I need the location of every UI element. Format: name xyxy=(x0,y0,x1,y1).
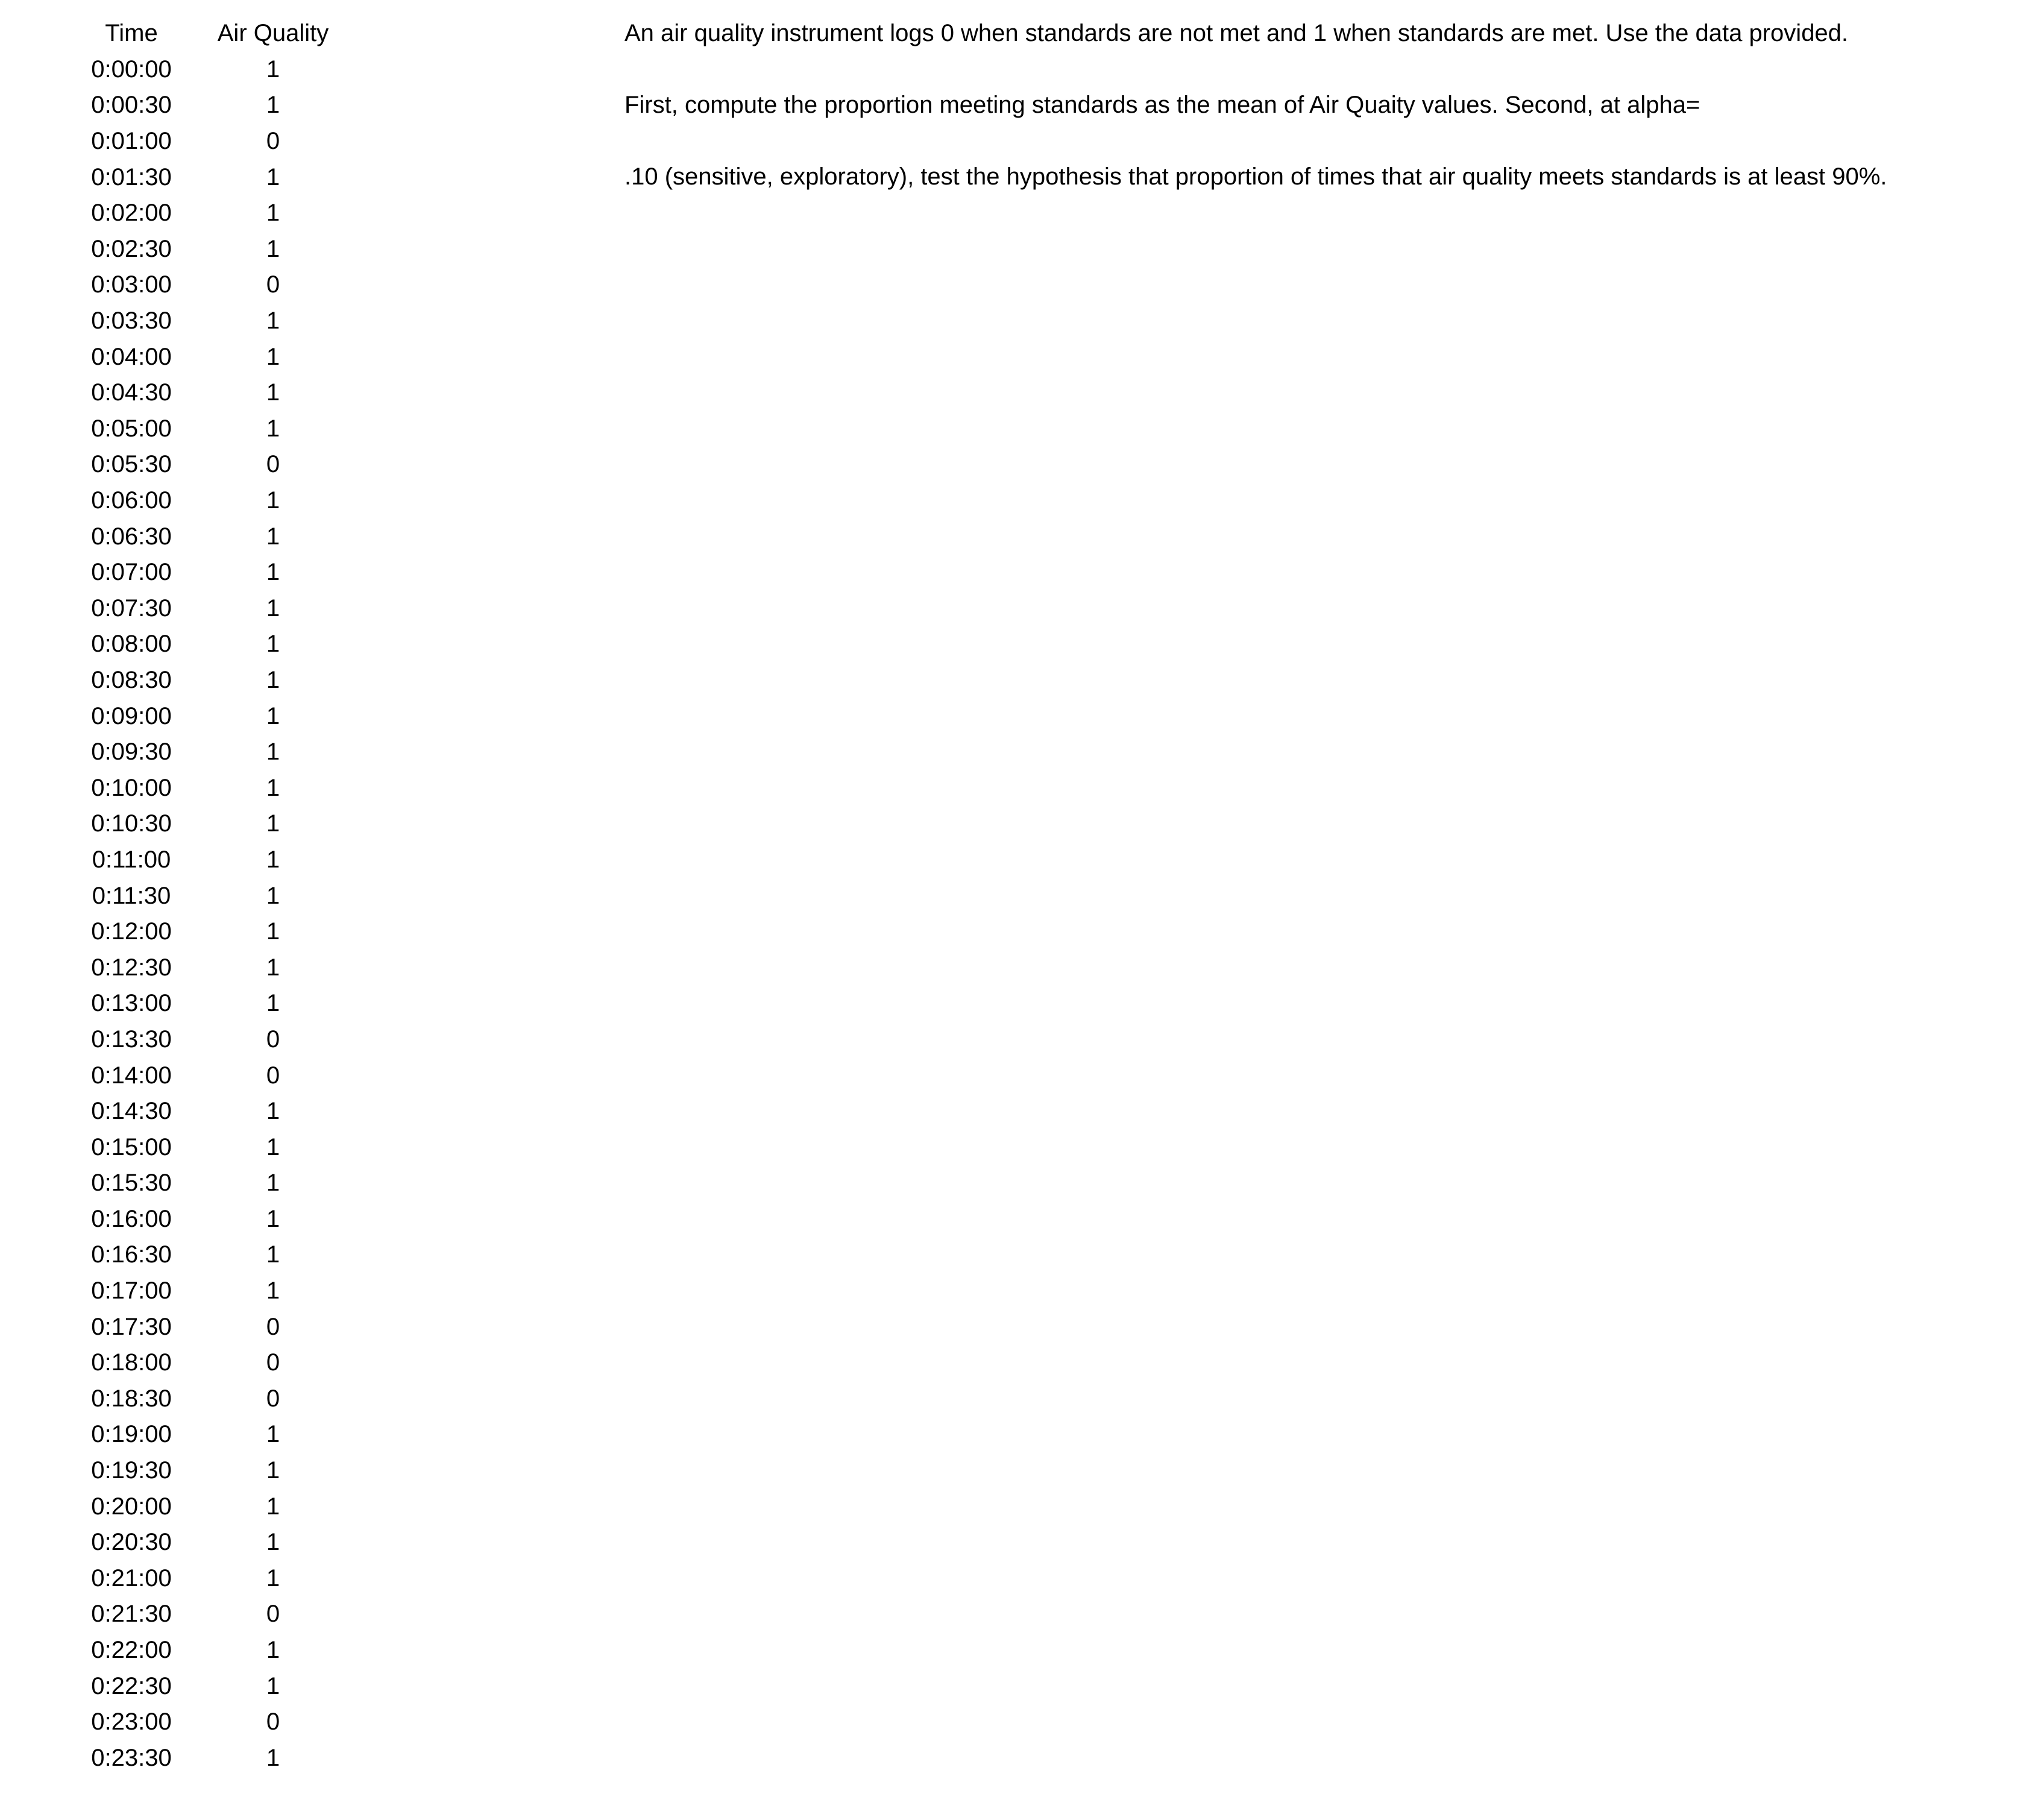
air-quality-cell: 1 xyxy=(266,702,280,729)
time-cell: 0:13:30 xyxy=(91,1025,172,1053)
air-quality-table xyxy=(71,16,354,1776)
time-cell: 0:08:00 xyxy=(91,631,172,658)
time-cell: 0:19:30 xyxy=(91,1457,172,1484)
table-row xyxy=(71,483,354,519)
table-row xyxy=(71,1525,354,1561)
time-cell: 0:00:30 xyxy=(91,92,172,119)
air-quality-cell: 1 xyxy=(266,1421,280,1448)
table-row xyxy=(71,518,354,555)
time-cell: 0:07:00 xyxy=(91,559,172,586)
table-row xyxy=(71,267,354,303)
table-row xyxy=(71,1094,354,1130)
table-row xyxy=(71,1165,354,1201)
air-quality-cell: 1 xyxy=(266,1170,280,1197)
time-cell: 0:23:00 xyxy=(91,1708,172,1736)
air-quality-cell: 1 xyxy=(266,594,280,622)
table-row xyxy=(71,1417,354,1453)
table-row xyxy=(71,1488,354,1525)
air-quality-cell: 0 xyxy=(266,271,280,298)
air-quality-cell: 1 xyxy=(266,810,280,837)
air-quality-cell: 1 xyxy=(266,1457,280,1484)
table-row xyxy=(71,698,354,734)
air-quality-cell: 1 xyxy=(266,523,280,550)
air-quality-cell: 1 xyxy=(266,55,280,83)
table-row xyxy=(71,914,354,950)
table-row xyxy=(71,1633,354,1669)
time-cell: 0:21:00 xyxy=(91,1564,172,1592)
time-cell: 0:22:00 xyxy=(91,1637,172,1664)
table-row xyxy=(71,159,354,195)
air-quality-cell: 0 xyxy=(266,451,280,478)
table-row xyxy=(71,986,354,1022)
time-cell: 0:07:30 xyxy=(91,594,172,622)
problem-instructions xyxy=(624,16,2023,195)
air-quality-cell: 1 xyxy=(266,343,280,370)
table-row xyxy=(71,1381,354,1417)
time-cell: 0:04:30 xyxy=(91,379,172,406)
time-cell: 0:00:00 xyxy=(91,55,172,83)
air-quality-cell: 1 xyxy=(266,559,280,586)
table-row xyxy=(71,1740,354,1777)
table-row xyxy=(71,1668,354,1704)
air-quality-cell: 0 xyxy=(266,1025,280,1053)
air-quality-cell: 1 xyxy=(266,415,280,442)
time-cell: 0:15:00 xyxy=(91,1133,172,1160)
air-quality-cell: 1 xyxy=(266,846,280,873)
air-quality-cell: 1 xyxy=(266,666,280,693)
time-cell: 0:17:00 xyxy=(91,1277,172,1305)
air-quality-cell: 1 xyxy=(266,918,280,945)
air-quality-cell: 1 xyxy=(266,1277,280,1305)
table-row xyxy=(71,1309,354,1345)
time-cell: 0:05:30 xyxy=(91,451,172,478)
table-row xyxy=(71,231,354,268)
time-cell: 0:12:00 xyxy=(91,918,172,945)
table-row xyxy=(71,339,354,375)
table-row xyxy=(71,447,354,483)
time-cell: 0:16:30 xyxy=(91,1241,172,1268)
time-column-header: Time xyxy=(105,20,158,47)
instruction-line-1: An air quality instrument logs 0 when standards are not met and 1 when standards are met. Use the data provided. xyxy=(624,20,1849,46)
air-quality-cell: 1 xyxy=(266,200,280,227)
time-cell: 0:15:30 xyxy=(91,1170,172,1197)
table-row xyxy=(71,1273,354,1309)
instruction-line-3: .10 (sensitive, exploratory), test the hypothesis that proportion of times that air quality meets standards is at least 90%. xyxy=(624,163,1887,191)
time-cell: 0:18:30 xyxy=(91,1385,172,1412)
air-quality-cell: 1 xyxy=(266,487,280,514)
time-cell: 0:10:00 xyxy=(91,774,172,801)
air-quality-cell: 0 xyxy=(266,1349,280,1376)
air-quality-cell: 1 xyxy=(266,1133,280,1160)
air-quality-cell: 1 xyxy=(266,1241,280,1268)
table-row xyxy=(71,1201,354,1238)
air-quality-cell: 1 xyxy=(266,1529,280,1556)
instruction-line-2: First, compute the proportion meeting standards as the mean of Air Quaity values. Second, at alpha= xyxy=(624,92,1700,119)
table-row xyxy=(71,770,354,806)
table-row xyxy=(71,734,354,770)
time-cell: 0:04:00 xyxy=(91,343,172,370)
time-cell: 0:14:00 xyxy=(91,1062,172,1089)
time-cell: 0:16:00 xyxy=(91,1205,172,1232)
time-cell: 0:01:00 xyxy=(91,128,172,155)
table-row xyxy=(71,1561,354,1597)
time-cell: 0:02:00 xyxy=(91,200,172,227)
time-cell: 0:20:30 xyxy=(91,1529,172,1556)
table-body xyxy=(71,52,354,1777)
table-row xyxy=(71,1345,354,1381)
time-cell: 0:06:30 xyxy=(91,523,172,550)
time-cell: 0:19:00 xyxy=(91,1421,172,1448)
table-row xyxy=(71,949,354,986)
air-quality-cell: 1 xyxy=(266,1564,280,1592)
air-quality-cell: 1 xyxy=(266,738,280,766)
air-quality-cell: 0 xyxy=(266,1385,280,1412)
air-quality-cell: 0 xyxy=(266,1708,280,1736)
table-row xyxy=(71,1057,354,1094)
time-cell: 0:23:30 xyxy=(91,1744,172,1771)
table-row xyxy=(71,591,354,627)
table-row xyxy=(71,52,354,88)
air-quality-cell: 1 xyxy=(266,774,280,801)
table-row xyxy=(71,626,354,663)
time-cell: 0:11:00 xyxy=(92,846,171,873)
time-cell: 0:03:30 xyxy=(91,307,172,335)
time-cell: 0:09:30 xyxy=(91,738,172,766)
air-quality-cell: 1 xyxy=(266,163,280,191)
air-quality-cell: 1 xyxy=(266,631,280,658)
time-cell: 0:05:00 xyxy=(91,415,172,442)
air-quality-cell: 0 xyxy=(266,1062,280,1089)
time-cell: 0:08:30 xyxy=(91,666,172,693)
time-cell: 0:03:00 xyxy=(91,271,172,298)
table-row xyxy=(71,1129,354,1165)
time-cell: 0:22:30 xyxy=(91,1672,172,1699)
air-quality-cell: 1 xyxy=(266,1493,280,1520)
table-row xyxy=(71,878,354,914)
table-row xyxy=(71,1596,354,1633)
table-row xyxy=(71,1453,354,1489)
time-cell: 0:11:30 xyxy=(92,882,171,909)
air-quality-cell: 1 xyxy=(266,1744,280,1771)
table-row xyxy=(71,555,354,591)
table-row xyxy=(71,87,354,124)
time-cell: 0:01:30 xyxy=(91,163,172,191)
air-quality-cell: 1 xyxy=(266,379,280,406)
air-quality-cell: 0 xyxy=(266,1313,280,1340)
table-row xyxy=(71,806,354,842)
table-row xyxy=(71,1237,354,1273)
table-header-row xyxy=(71,16,354,52)
air-quality-cell: 1 xyxy=(266,990,280,1017)
time-cell: 0:13:00 xyxy=(91,990,172,1017)
time-cell: 0:21:30 xyxy=(91,1601,172,1628)
air-quality-cell: 1 xyxy=(266,1098,280,1125)
table-row xyxy=(71,663,354,699)
table-row xyxy=(71,1022,354,1058)
time-cell: 0:10:30 xyxy=(91,810,172,837)
time-cell: 0:20:00 xyxy=(91,1493,172,1520)
air-quality-cell: 1 xyxy=(266,1672,280,1699)
table-row xyxy=(71,303,354,339)
time-cell: 0:18:00 xyxy=(91,1349,172,1376)
air-quality-cell: 1 xyxy=(266,235,280,262)
air-quality-cell: 1 xyxy=(266,92,280,119)
table-row xyxy=(71,124,354,160)
time-cell: 0:06:00 xyxy=(91,487,172,514)
table-row xyxy=(71,842,354,878)
air-quality-cell: 1 xyxy=(266,954,280,981)
air-quality-cell: 1 xyxy=(266,307,280,335)
air-quality-cell: 1 xyxy=(266,882,280,909)
table-row xyxy=(71,195,354,231)
time-cell: 0:14:30 xyxy=(91,1098,172,1125)
time-cell: 0:12:30 xyxy=(91,954,172,981)
table-row xyxy=(71,411,354,447)
table-row xyxy=(71,375,354,411)
time-cell: 0:09:00 xyxy=(91,702,172,729)
air-quality-cell: 1 xyxy=(266,1205,280,1232)
air-quality-column-header: Air Quality xyxy=(217,20,329,47)
air-quality-cell: 0 xyxy=(266,128,280,155)
table-row xyxy=(71,1704,354,1740)
air-quality-cell: 1 xyxy=(266,1637,280,1664)
time-cell: 0:02:30 xyxy=(91,235,172,262)
time-cell: 0:17:30 xyxy=(91,1313,172,1340)
air-quality-cell: 0 xyxy=(266,1601,280,1628)
